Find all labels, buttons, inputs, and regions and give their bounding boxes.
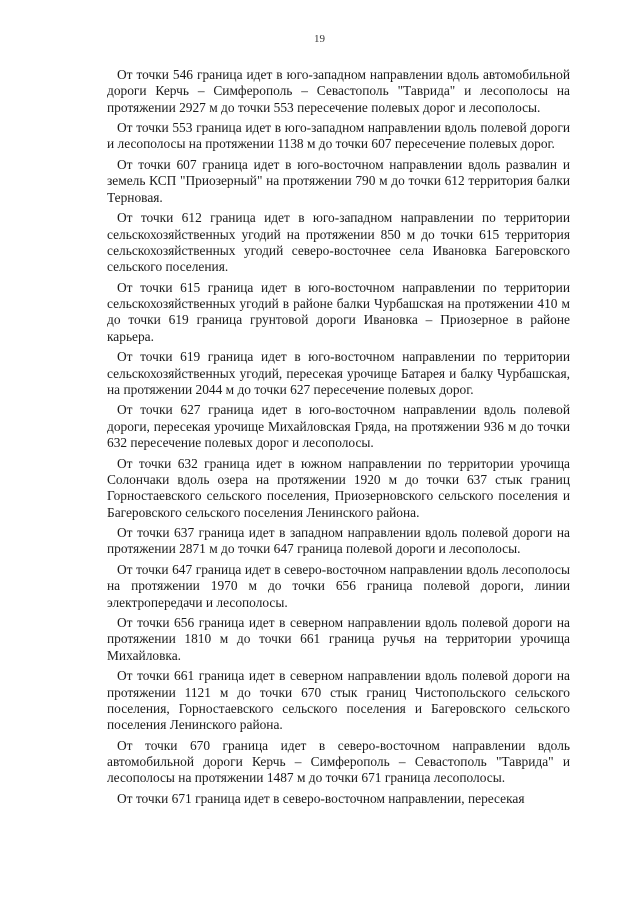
paragraph: От точки 607 граница идет в юго-восточном направлении вдоль развалин и земель КСП "Приозерный" на протяжении 790 м до точки 612 территория балки Терновая. <box>107 157 570 205</box>
paragraph: От точки 627 граница идет в юго-восточном направлении вдоль полевой дороги, пересекая урочище Михайловская Гряда, на протяжении 936 м до точки 632 пересечение полевых дорог и лесополосы. <box>107 402 570 451</box>
paragraph: От точки 670 граница идет в северо-восточном направлении вдоль автомобильной дороги Керчь – Симферополь – Севастополь "Таврида" и лесополосы на протяжении 1487 м до точки 671 граница лесополосы. <box>107 737 570 786</box>
paragraph: От точки 612 граница идет в юго-западном направлении по территории сельскохозяйственных угодий на протяжении 850 м до точки 615 территория сельскохозяйственных угодий северо-восточнее села Ивановка Багеровского сельского поселения. <box>107 210 570 275</box>
paragraph: От точки 546 граница идет в юго-западном направлении вдоль автомобильной дороги Керчь – Симферополь – Севастополь "Таврида" и лесополосы на протяжении 2927 м до точки 553 пересечение полевых дорог и лесополосы. <box>107 67 570 115</box>
paragraph: От точки 671 граница идет в северо-восточном направлении, пересекая <box>117 791 525 807</box>
page-number: 19 <box>314 33 325 45</box>
paragraph: От точки 647 граница идет в северо-восточном направлении вдоль лесополосы на протяжении 1970 м до точки 656 граница полевой дороги, линии электропередачи и лесополосы. <box>107 561 570 610</box>
paragraph: От точки 619 граница идет в юго-восточном направлении по территории сельскохозяйственных угодий, пересекая урочище Батарея и балку Чурбашская, на протяжении 2044 м до точки 627 пересечение полевых дорог. <box>107 349 570 397</box>
paragraph: От точки 661 граница идет в северном направлении вдоль полевой дороги на протяжении 1121 м до точки 670 стык границ Чистопольского сельского поселения, Горностаевского сельского поселения и Багеровского сельского поселения Ленинского района. <box>107 668 570 733</box>
paragraph: От точки 656 граница идет в северном направлении вдоль полевой дороги на протяжении 1810 м до точки 661 граница ручья на территории урочища Михайловка. <box>107 615 570 663</box>
paragraph: От точки 553 граница идет в юго-западном направлении вдоль полевой дороги и лесополосы на протяжении 1138 м до точки 607 пересечение полевых дорог. <box>107 120 570 152</box>
document-body <box>107 67 570 812</box>
paragraph: От точки 615 граница идет в юго-восточном направлении по территории сельскохозяйственных угодий в районе балки Чурбашская на протяжении 410 м до точки 619 граница грунтовой дороги Ивановка – Приозерное в районе карьера. <box>107 279 570 344</box>
paragraph: От точки 637 граница идет в западном направлении вдоль полевой дороги на протяжении 2871 м до точки 647 граница полевой дороги и лесополосы. <box>107 525 570 557</box>
paragraph: От точки 632 граница идет в южном направлении по территории урочища Солончаки вдоль озера на протяжении 1920 м до точки 637 стык границ Горностаевского сельского поселения, Приозерновского сельского поселения и Багеровского сельского поселения Ленинского района. <box>107 455 570 520</box>
